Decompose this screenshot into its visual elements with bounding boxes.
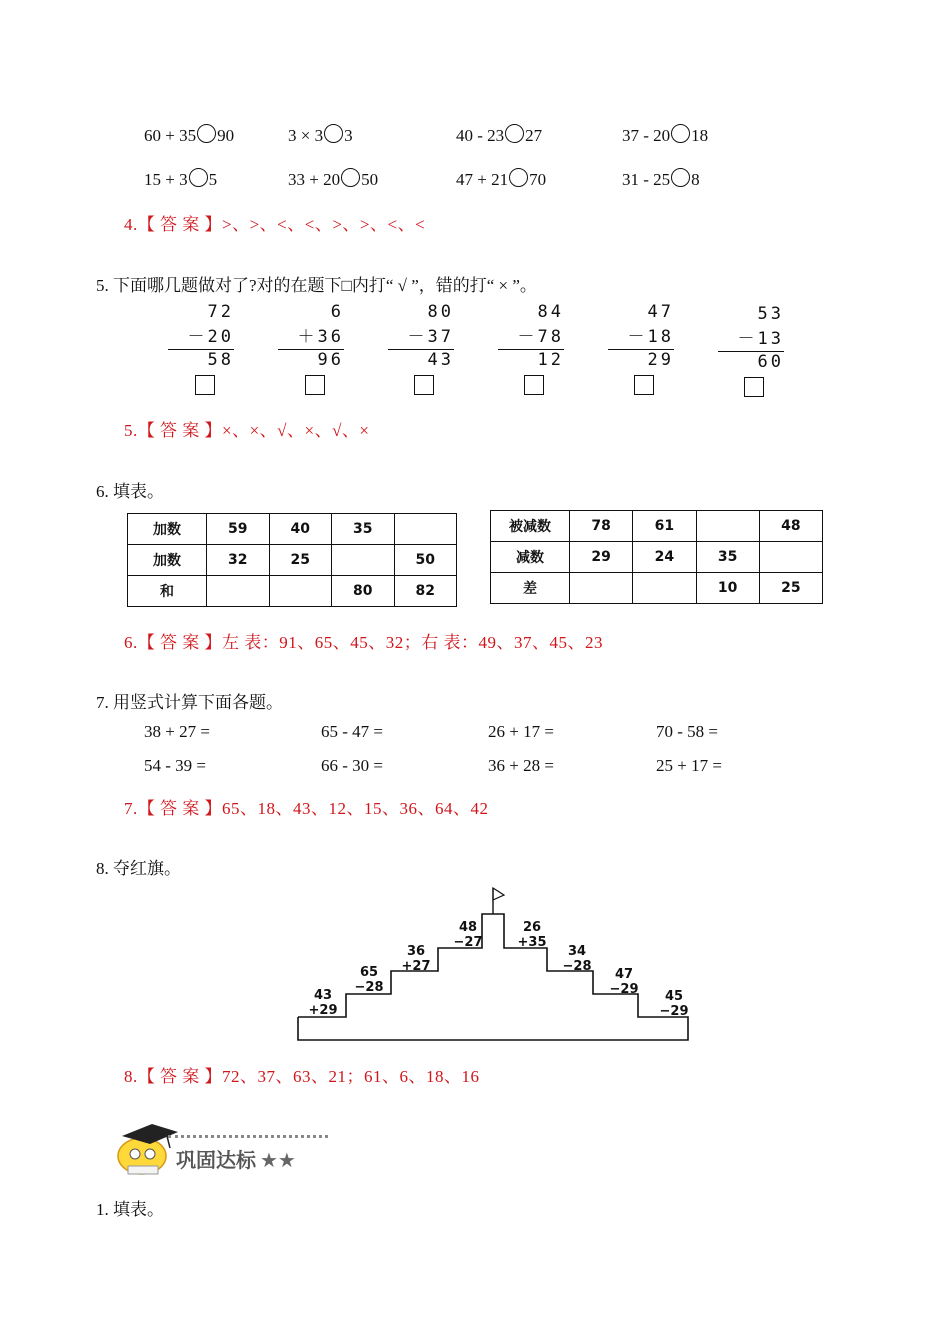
table-cell: 24 — [633, 542, 696, 573]
section-q1-title: 1. 填表。 — [96, 1200, 164, 1219]
left-fill-table — [127, 513, 457, 607]
step-label: 48 −27 — [453, 920, 483, 950]
vertical-problem: 6 ＋36 96 — [278, 302, 344, 370]
answer-checkbox[interactable] — [634, 375, 654, 395]
table-cell: 48 — [759, 511, 822, 542]
table-cell: 25 — [759, 573, 822, 604]
answer-checkbox[interactable] — [744, 377, 764, 397]
table-cell: 32 — [207, 545, 270, 576]
table-cell[interactable] — [332, 545, 395, 576]
red-flag-icon — [493, 888, 504, 900]
table-cell: 加数 — [128, 545, 207, 576]
table-cell: 80 — [332, 576, 395, 607]
q6-answer: 6.【 答 案 】左 表：91、65、45、32；右 表：49、37、45、23 — [124, 633, 603, 652]
table-cell: 82 — [394, 576, 457, 607]
table-cell[interactable] — [207, 576, 270, 607]
q8-answer: 8.【 答 案 】72、37、63、21；61、6、18、16 — [124, 1067, 480, 1086]
compare-circle[interactable] — [341, 168, 360, 187]
table-cell: 减数 — [491, 542, 570, 573]
q4-problem-5: 15 + 3 5 — [144, 170, 218, 189]
compare-circle[interactable] — [671, 124, 690, 143]
table-cell[interactable] — [394, 514, 457, 545]
q7-problem: 25 + 17 = — [656, 756, 722, 775]
table-cell[interactable] — [269, 576, 332, 607]
right-fill-table — [490, 510, 823, 604]
table-cell: 10 — [696, 573, 759, 604]
table-cell[interactable] — [696, 511, 759, 542]
dotted-divider — [168, 1135, 328, 1141]
table-cell: 35 — [332, 514, 395, 545]
vertical-problem: 47 －18 29 — [608, 302, 674, 370]
table-cell: 59 — [207, 514, 270, 545]
step-label: 26 +35 — [517, 920, 547, 950]
q4-problem-3: 40 - 23 27 — [456, 126, 543, 145]
vertical-problem: 84 －78 12 — [498, 302, 564, 370]
q7-problem: 36 + 28 = — [488, 756, 554, 775]
q4-answer: 4.【 答 案 】>、>、<、<、>、>、<、< — [124, 215, 426, 234]
q4-problem-7: 47 + 21 70 — [456, 170, 547, 189]
q4-problem-1: 60 + 35 90 — [144, 126, 235, 145]
mascot-icon — [108, 1114, 182, 1176]
answer-checkbox[interactable] — [305, 375, 325, 395]
answer-checkbox[interactable] — [414, 375, 434, 395]
table-cell: 29 — [570, 542, 633, 573]
q4-problem-4: 37 - 20 18 — [622, 126, 709, 145]
step-label: 43 +29 — [308, 988, 338, 1018]
q5-title: 5. 下面哪几题做对了?对的在题下□内打“ √ ”，错的打“ × ”。 — [96, 276, 537, 295]
table-cell: 和 — [128, 576, 207, 607]
table-cell[interactable] — [759, 542, 822, 573]
step-label: 47 −29 — [609, 967, 639, 997]
vertical-problem: 72 －20 58 — [168, 302, 234, 370]
q7-problem: 65 - 47 = — [321, 722, 383, 741]
compare-circle[interactable] — [197, 124, 216, 143]
table-cell: 被减数 — [491, 511, 570, 542]
q7-answer: 7.【 答 案 】65、18、43、12、15、36、64、42 — [124, 799, 489, 818]
table-cell: 加数 — [128, 514, 207, 545]
table-cell[interactable] — [570, 573, 633, 604]
table-cell: 50 — [394, 545, 457, 576]
vertical-problem: 80 －37 43 — [388, 302, 454, 370]
table-cell: 25 — [269, 545, 332, 576]
q8-title: 8. 夺红旗。 — [96, 859, 181, 878]
q7-problem: 38 + 27 = — [144, 722, 210, 741]
q7-problem: 70 - 58 = — [656, 722, 718, 741]
step-label: 65 −28 — [354, 965, 384, 995]
table-cell[interactable] — [633, 573, 696, 604]
q7-title: 7. 用竖式计算下面各题。 — [96, 693, 283, 712]
vertical-problem: 53 －13 60 — [718, 304, 784, 372]
table-cell: 差 — [491, 573, 570, 604]
step-label: 36 +27 — [401, 944, 431, 974]
answer-checkbox[interactable] — [195, 375, 215, 395]
step-label: 34 −28 — [562, 944, 592, 974]
q7-problem: 26 + 17 = — [488, 722, 554, 741]
compare-circle[interactable] — [189, 168, 208, 187]
q7-problem: 54 - 39 = — [144, 756, 206, 775]
table-cell: 35 — [696, 542, 759, 573]
table-cell: 78 — [570, 511, 633, 542]
q5-answer: 5.【 答 案 】×、×、√、×、√、× — [124, 421, 370, 440]
table-cell: 40 — [269, 514, 332, 545]
q7-problem: 66 - 30 = — [321, 756, 383, 775]
compare-circle[interactable] — [505, 124, 524, 143]
step-label: 45 −29 — [659, 989, 689, 1019]
q6-title: 6. 填表。 — [96, 482, 164, 501]
compare-circle[interactable] — [671, 168, 690, 187]
q4-problem-6: 33 + 20 50 — [288, 170, 379, 189]
compare-circle[interactable] — [324, 124, 343, 143]
section-banner: 巩固达标 ★★ — [176, 1148, 296, 1172]
table-cell: 61 — [633, 511, 696, 542]
q4-problem-2: 3 × 3 3 — [288, 126, 353, 145]
q4-problem-8: 31 - 25 8 — [622, 170, 700, 189]
compare-circle[interactable] — [509, 168, 528, 187]
answer-checkbox[interactable] — [524, 375, 544, 395]
